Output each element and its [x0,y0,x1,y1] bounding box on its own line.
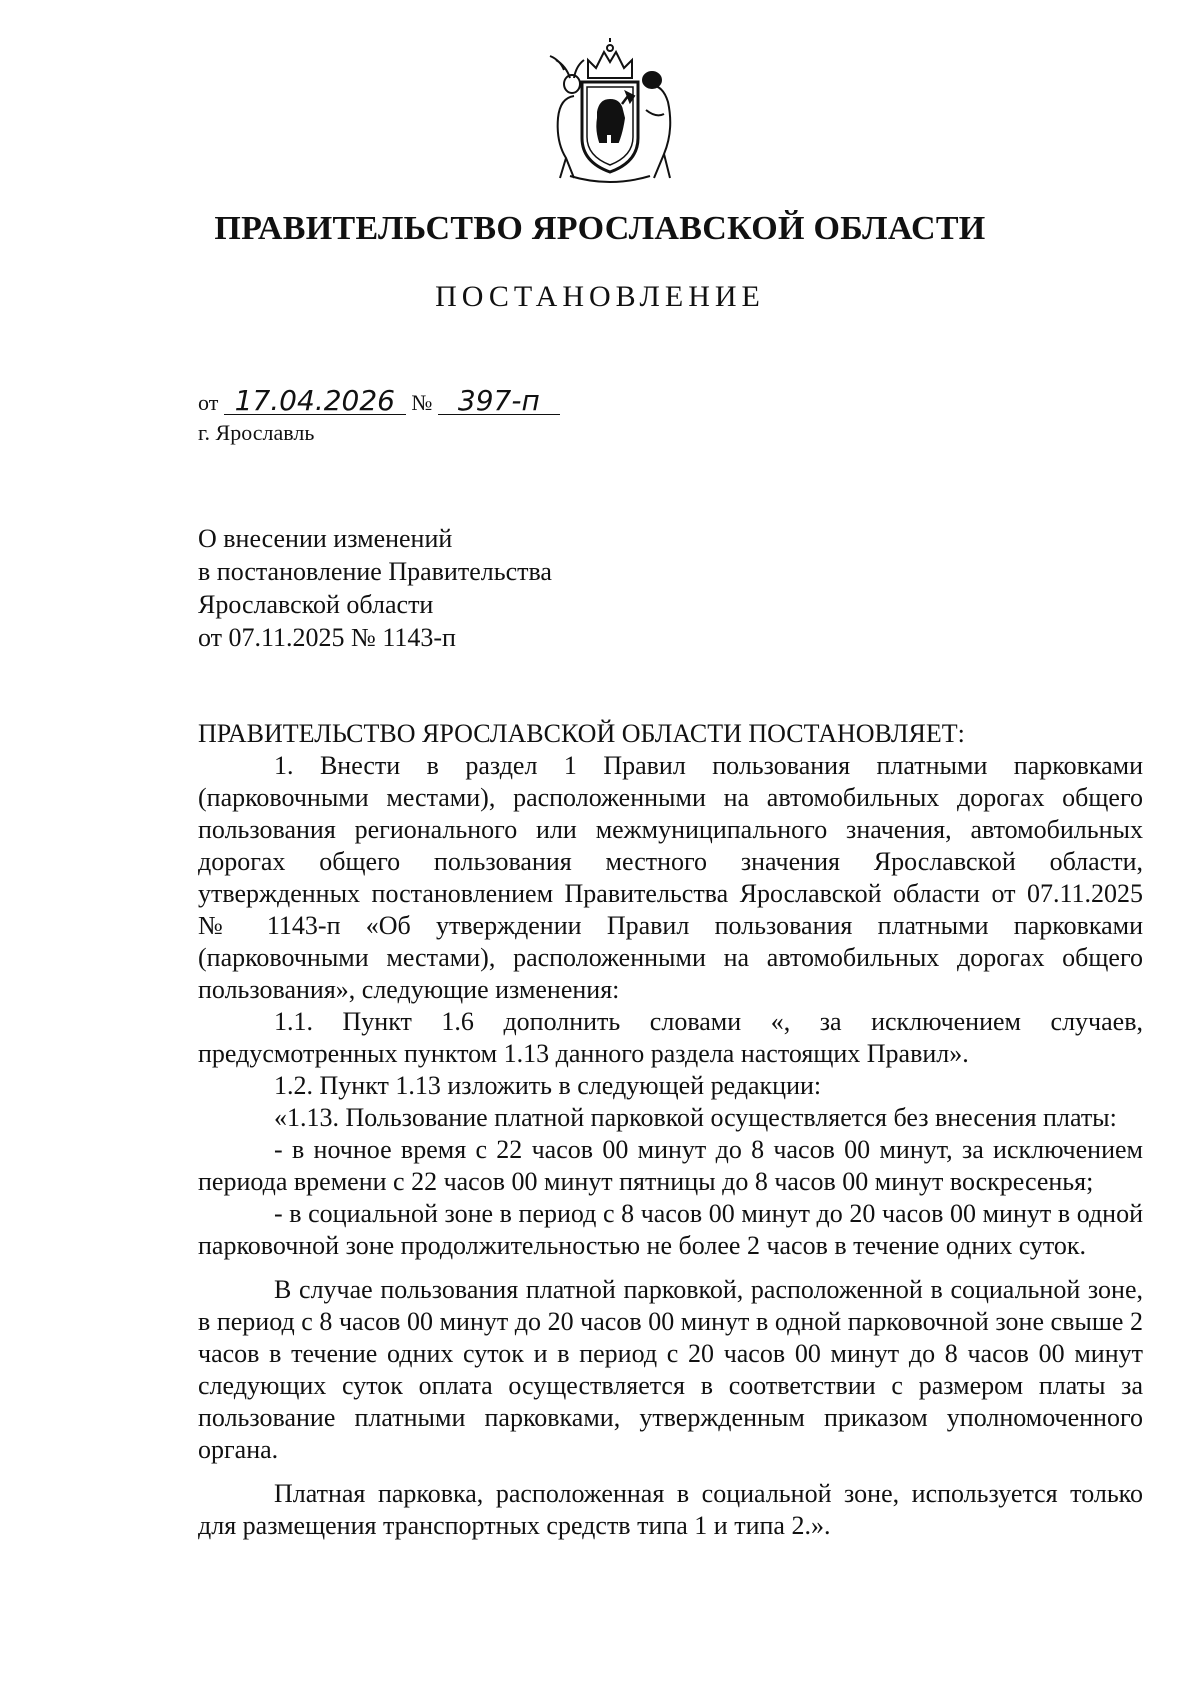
city: г. Ярославль [198,420,315,445]
paragraph: - в ночное время с 22 часов 00 минут до 8 часов 00 минут, за исключением периода времени с 22 часов 00 минут пятницы до 8 часов 00 минут воскресенья; [198,1135,1143,1196]
coat-of-arms-icon [530,38,690,188]
paragraph: 1. Внести в раздел 1 Правил пользования платными парковками (парковочными местами), расположенными на автомобильных дорогах общего пользования регионального или межмуниципального значения, автомобильных дорогах общего пользования местного значения Ярославской области, утвержденных постановлением Правительства Ярославской области от 07.11.2025 № 1143-п «Об утверждении Правил пользования платными парковками (парковочными местами), расположенными на автомобильных дорогах общего пользования», следующие изменения: [198,751,1143,1004]
subject-line: Ярославской области [198,590,434,619]
date-prefix: от [198,390,219,415]
paragraph: - в социальной зоне в период с 8 часов 00 минут до 20 часов 00 минут в одной парковочной зоне продолжительностью не более 2 часов в течение одних суток. [198,1199,1143,1260]
handwritten-date: 17.04.2026 [224,388,406,415]
subject-line: в постановление Правительства [198,557,552,586]
document-body [198,718,1143,1542]
paragraph: 1.2. Пункт 1.13 изложить в следующей редакции: [274,1071,822,1100]
document-type: ПОСТАНОВЛЕНИЕ [435,280,765,313]
decree-line: ПРАВИТЕЛЬСТВО ЯРОСЛАВСКОЙ ОБЛАСТИ ПОСТАНОВЛЯЕТ: [198,719,965,748]
paragraph: В случае пользования платной парковкой, расположенной в социальной зоне, в период с 8 часов 00 минут до 20 часов 00 минут в одной парковочной зоне свыше 2 часов в течение одних суток и в период с 20 часов 00 минут до 8 часов 00 минут следующих суток оплата осуществляется в соответствии с размером платы за пользование платными парковками, утвержденным приказом уполномоченного органа. [198,1275,1143,1464]
paragraph: «1.13. Пользование платной парковкой осуществляется без внесения платы: [274,1103,1117,1132]
number-prefix: № [411,390,433,415]
subject-block [198,522,552,654]
date-number-line [198,384,560,417]
paragraph: Платная парковка, расположенная в социальной зоне, используется только для размещения транспортных средств типа 1 и типа 2.». [198,1479,1143,1540]
subject-line: О внесении изменений [198,524,453,553]
organization-title: ПРАВИТЕЛЬСТВО ЯРОСЛАВСКОЙ ОБЛАСТИ [214,210,986,247]
handwritten-number: 397-п [438,388,560,415]
paragraph: 1.1. Пункт 1.6 дополнить словами «, за исключением случаев, предусмотренных пунктом 1.13 данного раздела настоящих Правил». [198,1007,1143,1068]
subject-line: от 07.11.2025 № 1143-п [198,623,456,652]
